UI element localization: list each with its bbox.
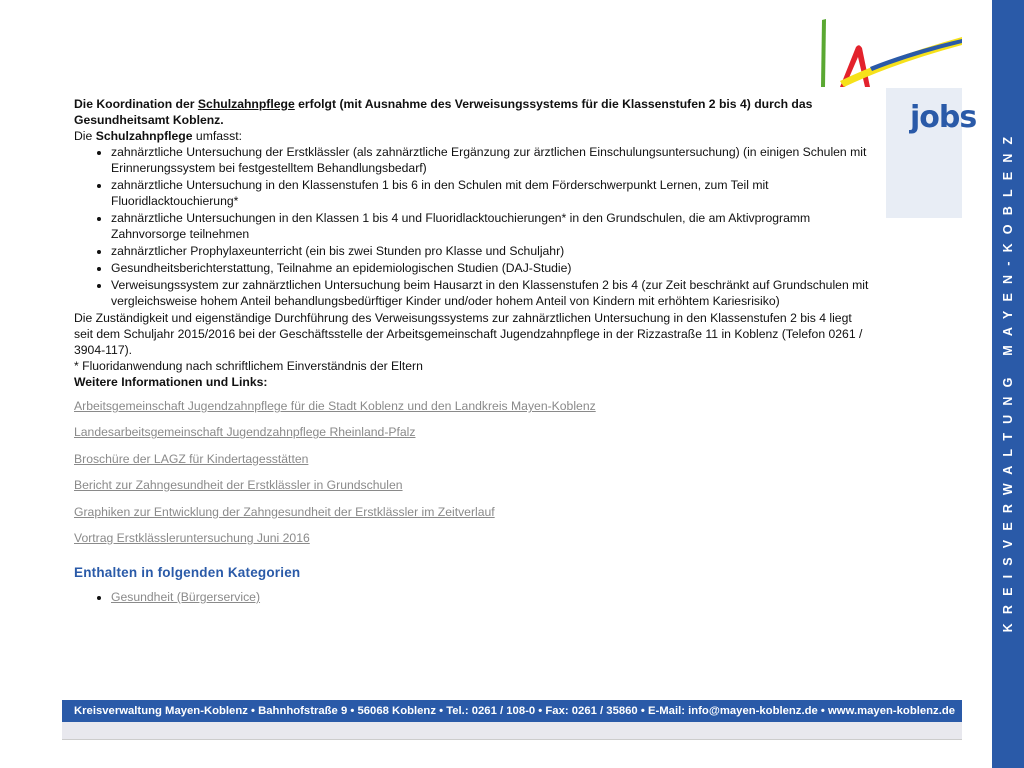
lead-text-before: Die	[74, 129, 96, 143]
categories-list	[74, 589, 874, 605]
logo-blue-swoosh	[870, 39, 962, 71]
list-item: • Verweisungssystem zur zahnärztlichen Untersuchung beim Hausarzt in den Klassenstufen 2 bis 4 (zur Zeit beschränkt auf Grundschulen mit vergleichsweise hohem Anteil behandlungsbedürftiger Kinder und/oder hohem Anteil von Kindern mit erhöhtem Kariesrisiko)	[111, 277, 874, 309]
category-link-gesundheit[interactable]: Gesundheit (Bürgerservice)	[111, 589, 261, 604]
logo-green-stroke	[821, 19, 826, 87]
intro-text-before: Die Koordination der	[74, 97, 198, 111]
footer-strip	[62, 722, 962, 739]
services-list	[74, 144, 874, 309]
responsibility-paragraph: Die Zuständigkeit und eigenständige Durchführung des Verweisungssystems zur zahnärztlichen Untersuchung in den Klassenstufen 2 bis 4 liegt seit dem Schuljahr 2015/2016 bei der Geschäftsstelle der Arbeitsgemeinschaft Jugendzahnpflege in der Rizzastraße 11 in Koblenz (Telefon 0261 / 3904-117).	[74, 311, 863, 357]
list-item: • zahnärztliche Untersuchung in den Klassenstufen 1 bis 6 in den Schulen mit dem Förderschwerpunkt Lernen, zum Teil mit Fluoridlacktouchierung*	[111, 177, 874, 209]
lead-paragraph	[74, 128, 874, 144]
list-item	[111, 589, 874, 605]
categories-heading: Enthalten in folgenden Kategorien	[74, 564, 301, 580]
link-broschuere[interactable]: Broschüre der LAGZ für Kindertagesstätten	[74, 451, 309, 466]
lead-text-after: umfasst:	[192, 129, 242, 143]
link-landesarbeitsgemeinschaft[interactable]: Landesarbeitsgemeinschaft Jugendzahnpflege Rheinland-Pfalz	[74, 425, 416, 440]
side-band	[992, 0, 1024, 768]
link-bericht[interactable]: Bericht zur Zahngesundheit der Erstklässler in Grundschulen	[74, 478, 403, 493]
link-arbeitsgemeinschaft[interactable]: Arbeitsgemeinschaft Jugendzahnpflege für die Stadt Koblenz und den Landkreis Mayen-Koblenz	[74, 399, 596, 413]
intro-paragraph	[74, 96, 874, 128]
list-item: • Gesundheitsberichterstattung, Teilnahme an epidemiologischen Studien (DAJ-Studie)	[111, 260, 874, 276]
list-item: • zahnärztliche Untersuchung der Erstklässler (als zahnärztliche Ergänzung zur ärztlichen Einschulungsuntersuchung) (in einigen Schulen mit Erinnerungssystem bei festgestelltem Behandlungsbedarf)	[111, 144, 874, 176]
links-list	[74, 398, 874, 546]
footer-address: Kreisverwaltung Mayen-Koblenz • Bahnhofstraße 9 • 56068 Koblenz • Tel.: 0261 / 108-0 • Fax: 0261 / 35860 • E-Mail: info@mayen-koblenz.de • www.mayen-koblenz.de	[74, 705, 956, 717]
more-info-heading: Weitere Informationen und Links:	[74, 375, 268, 389]
main-content	[74, 96, 874, 605]
footnote: * Fluoridanwendung nach schriftlichem Einverständnis der Eltern	[74, 359, 423, 373]
footer-bar	[62, 700, 962, 740]
link-vortrag[interactable]: Vortrag Erstklässleruntersuchung Juni 2016	[74, 530, 310, 545]
side-band-text	[992, 0, 1024, 768]
link-graphiken[interactable]: Graphiken zur Entwicklung der Zahngesundheit der Erstklässler im Zeitverlauf	[74, 504, 495, 519]
side-band-label: KREISVERWALTUNG MAYEN-KOBLENZ	[1001, 127, 1015, 633]
schulzahnpflege-link[interactable]: Schulzahnpflege	[197, 97, 295, 111]
intro-text-after: erfolgt (mit Ausnahme des Verweisungssystems für die Klassenstufen 2 bis 4) durch das Gesundheitsamt Koblenz.	[74, 97, 813, 127]
logo-jobs-word: jobs	[910, 100, 977, 135]
lead-bold: Schulzahnpflege	[95, 129, 193, 143]
list-item: • zahnärztliche Untersuchungen in den Klassen 1 bis 4 und Fluoridlacktouchierungen* in den Grundschulen, die am Aktivprogramm Zahnvorsorge teilnehmen	[111, 210, 874, 242]
list-item: • zahnärztlicher Prophylaxeunterricht (ein bis zwei Stunden pro Klasse und Schuljahr)	[111, 243, 874, 259]
